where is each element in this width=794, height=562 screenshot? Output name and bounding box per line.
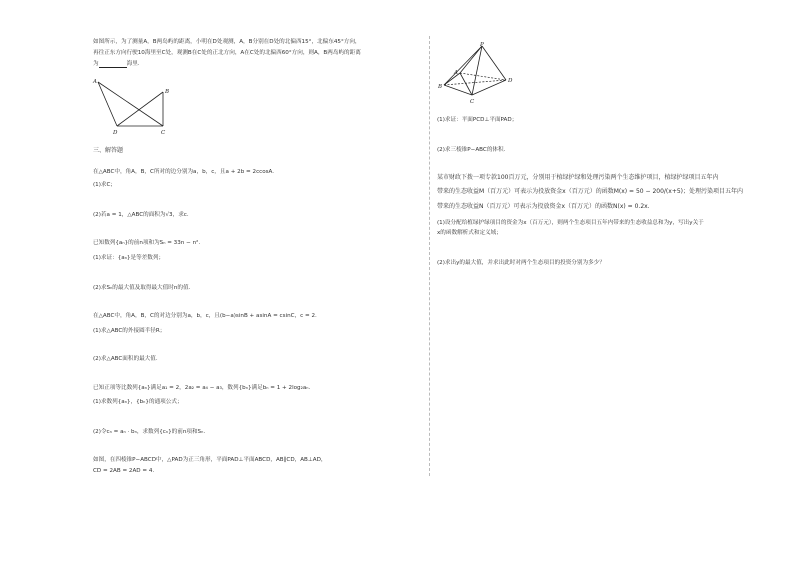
fill-question-prefix: 为 [93,61,99,67]
q18-part-1: (1)求证：{aₙ}是等差数列； [93,255,165,261]
q21-stem-line-2: CD = 2AB = 2AD = 4. [93,468,155,474]
q18-part-2: (2)求Sₙ的最大值及取得最大值时n的值. [93,285,191,291]
q22-part-1-line-2: x的函数解析式和定义域； [437,230,502,236]
label-D: D [508,78,513,84]
q20-part-2: (2)令cₙ = aₙ · bₙ，求数列{cₙ}的前n项和Sₙ. [93,429,206,435]
q22-part-2: (2)求出y的最大值，并求出此时对两个生态项目的投资分别为多少？ [437,260,605,266]
q18-stem: 已知数列{aₙ}的前n项和为Sₙ = 33n − n². [93,240,201,246]
pyramid-figure [436,40,516,106]
fill-question-line-1: 如图所示，为了测量A，B两岛屿的距离，小明在D处观测，A，B分别在D处的北偏西15°，北偏东45°方向， [93,39,361,45]
q17-part-2: (2)若a = 1，△ABC的面积为√3，求c. [93,212,189,218]
label-P: P [480,42,484,48]
q22-line-2: 带来的生态收益M（百万元）可表示为投放资金x（百万元）的函数M(x) = 50 − 200/(x+5)；处理污染项目五年内 [437,188,744,195]
edge-PD [482,46,506,80]
q19-part-1: (1)求△ABC的外接圆半径R； [93,328,166,334]
q21-part-2: (2)求三棱锥P−ABC的体积. [437,147,506,153]
q22-line-1: 某市财政下拨一项专款100百万元，分别用于植绿护绿和处理污染两个生态维护项目，植绿护绿项目五年内 [437,174,719,181]
answer-blank [99,61,127,68]
q17-part-1: (1)求C； [93,182,117,188]
q20-stem: 已知正项等比数列{aₙ}满足a₁ = 2，2a₂ = a₄ − a₃，数列{bₙ}满足bₙ = 1 + 2log₂aₙ. [93,385,311,391]
q19-part-2: (2)求△ABC面积的最大值. [93,356,158,362]
edge-PA [460,46,482,73]
label-C: C [161,130,166,136]
label-A: A [454,70,458,76]
q22-part-1-line-1: (1)设分配给植绿护绿项目的资金为x（百万元），则两个生态项目五年内带来的生态收益总和为y，写出y关于 [437,220,704,226]
q21-stem-line-1: 如图，在四棱锥P−ABCD中，△PAD为正三角形，平面PAD⊥平面ABCD，AB∥CD，AB⊥AD， [93,457,327,463]
section-title: 三、解答题 [93,147,124,154]
islands-figure [88,74,178,138]
label-B: B [165,89,170,95]
fill-question-line-2: 再往正东方向行驶10海里至C处，观测B在C处的正北方向，A在C处的北偏西60°方向，则A，B两岛屿的距离 [93,50,361,56]
q20-part-1: (1)求数列{aₙ}，{bₙ}的通项公式； [93,399,183,405]
edge-PC [472,46,482,95]
label-C: C [470,99,475,105]
edge-AD-hidden [460,73,506,80]
column-divider [429,36,430,476]
q17-stem: 在△ABC中，角A，B，C所对的边分别为a，b，c，且a + 2b = 2ccosA. [93,169,275,175]
fill-question-line-3 [93,60,140,68]
label-D: D [113,130,118,136]
label-A: A [93,79,97,85]
q19-stem: 在△ABC中，角A，B，C的对边分别为a，b，c，且(b−a)sinB + asinA = csinC，c = 2. [93,313,317,319]
q21-part-1: (1)求证：平面PCD⊥平面PAD； [437,117,518,123]
q22-line-3: 带来的生态收益N（百万元）可表示为投放资金x（百万元）的函数N(x) = 0.2x. [437,203,650,210]
fill-question-suffix: 海里. [126,61,140,67]
label-B: B [438,84,443,90]
